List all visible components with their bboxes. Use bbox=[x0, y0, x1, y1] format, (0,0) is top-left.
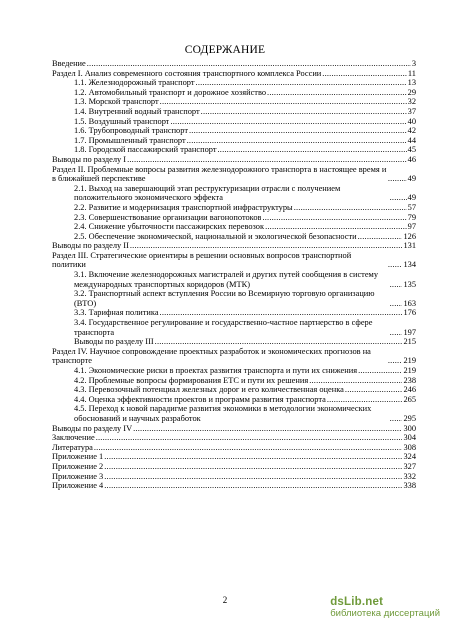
toc-entry bbox=[52, 433, 416, 443]
toc-leader-dots bbox=[388, 260, 403, 270]
toc-entry bbox=[52, 59, 416, 69]
toc-leader-dots bbox=[155, 337, 403, 347]
toc-title: СОДЕРЖАНИЕ bbox=[184, 44, 266, 56]
toc-entry-page: 327 bbox=[403, 461, 416, 471]
toc-entry bbox=[52, 241, 416, 251]
toc-leader-dots bbox=[390, 280, 403, 290]
toc-entry-page: 45 bbox=[407, 145, 416, 155]
toc-entry-text: 1.3. Морской транспорт bbox=[74, 97, 159, 107]
toc-entry-page: 13 bbox=[407, 78, 416, 88]
toc-leader-dots bbox=[87, 59, 411, 69]
toc-entry-page: 11 bbox=[407, 68, 416, 78]
toc-entry bbox=[52, 117, 416, 127]
toc-entry bbox=[52, 308, 416, 318]
toc-entry-page: 219 bbox=[403, 366, 416, 375]
toc-leader-dots bbox=[170, 117, 406, 127]
toc-entry-page: 49 bbox=[407, 193, 416, 203]
toc-entry-page: 46 bbox=[407, 154, 416, 164]
toc-entry-text: Литература bbox=[52, 442, 93, 452]
toc-entry-text: 4.2. Проблемные вопросы формирования ЕТС и пути их решения bbox=[74, 375, 309, 385]
toc-leader-dots bbox=[196, 78, 407, 88]
table-of-contents bbox=[52, 59, 416, 491]
toc-entry-text: 1.4. Внутренний водный транспорт bbox=[74, 106, 200, 116]
toc-entry-text: 4.1. Экономические риски в проектах развития транспорта и пути их снижения bbox=[74, 366, 358, 375]
toc-entry-page: 197 bbox=[403, 327, 416, 337]
toc-entry-text: 3.2. Транспортный аспект вступления России во Всемирную торговую организацию (ВТО) bbox=[74, 289, 375, 308]
toc-entry-page: 134 bbox=[403, 260, 416, 270]
toc-leader-dots bbox=[390, 414, 403, 424]
toc-entry-text: 2.5. Обеспечение экономической, национальной и экологической безопасности bbox=[74, 231, 357, 241]
toc-entry bbox=[52, 222, 416, 232]
toc-entry bbox=[52, 213, 416, 223]
toc-entry bbox=[52, 78, 416, 88]
toc-entry bbox=[52, 184, 416, 203]
toc-entry-text: Приложение 1 bbox=[52, 452, 104, 462]
toc-entry-text: Выводы по разделу II bbox=[52, 241, 129, 251]
toc-entry-page: 126 bbox=[403, 231, 416, 241]
toc-leader-dots bbox=[160, 97, 407, 107]
toc-entry-text: 4.5. Переход к новой парадигме развития экономики в методологии экономических обоснований и научных разработок bbox=[74, 404, 372, 423]
toc-leader-dots bbox=[104, 472, 402, 482]
toc-entry-text: Раздел I. Анализ современного состояния транспортного комплекса России bbox=[52, 68, 322, 78]
toc-entry bbox=[52, 481, 416, 491]
toc-leader-dots bbox=[130, 241, 403, 251]
toc-entry-page: 40 bbox=[407, 116, 416, 126]
toc-leader-dots bbox=[262, 213, 406, 223]
toc-entry bbox=[52, 347, 416, 366]
toc-entry bbox=[52, 395, 416, 405]
toc-entry-page: 37 bbox=[407, 106, 416, 116]
toc-entry-text: 2.4. Снижение убыточности пассажирских перевозок bbox=[74, 222, 265, 232]
toc-leader-dots bbox=[390, 193, 407, 203]
toc-entry-text: 1.1. Железнодорожный транспорт bbox=[74, 78, 195, 88]
toc-entry-text: Приложение 3 bbox=[52, 471, 104, 481]
toc-leader-dots bbox=[218, 145, 407, 155]
watermark bbox=[330, 596, 440, 619]
toc-entry-text: 1.2. Автомобильный транспорт и дорожное хозяйство bbox=[74, 87, 267, 97]
toc-entry-text: 3.4. Государственное регулирование и государственно-частное партнерство в сфере транспорта bbox=[74, 318, 373, 337]
toc-entry-text: 2.2. Развитие и модернизация транспортной инфраструктуры bbox=[74, 202, 293, 212]
toc-entry-page: 338 bbox=[403, 481, 416, 491]
toc-entry-text: Приложение 4 bbox=[52, 481, 104, 491]
toc-leader-dots bbox=[133, 424, 402, 434]
toc-entry-page: 324 bbox=[403, 452, 416, 462]
toc-entry-page: 3 bbox=[411, 59, 416, 68]
toc-entry-page: 131 bbox=[403, 241, 416, 251]
toc-entry bbox=[52, 337, 416, 347]
toc-entry-page: 295 bbox=[403, 413, 416, 423]
toc-leader-dots bbox=[294, 203, 407, 213]
toc-entry-page: 304 bbox=[403, 433, 416, 443]
toc-entry bbox=[52, 69, 416, 79]
toc-entry bbox=[52, 385, 416, 395]
toc-leader-dots bbox=[104, 481, 402, 491]
toc-leader-dots bbox=[96, 433, 403, 443]
toc-entry bbox=[52, 107, 416, 117]
toc-leader-dots bbox=[388, 174, 407, 184]
toc-entry bbox=[52, 203, 416, 213]
toc-entry bbox=[52, 452, 416, 462]
toc-entry bbox=[52, 232, 416, 242]
toc-entry-page: 300 bbox=[403, 423, 416, 433]
toc-entry bbox=[52, 165, 416, 184]
toc-entry bbox=[52, 270, 416, 289]
toc-leader-dots bbox=[189, 126, 407, 136]
toc-entry-text: 3.1. Включение железнодорожных магистралей и других путей сообщения в систему международных транспортных коридоров (МТК) bbox=[74, 270, 379, 289]
toc-leader-dots bbox=[187, 136, 407, 146]
toc-entry-page: 29 bbox=[407, 87, 416, 97]
toc-entry bbox=[52, 251, 416, 270]
toc-leader-dots bbox=[309, 376, 402, 386]
watermark-subtitle: библиотека диссертаций bbox=[330, 608, 440, 619]
toc-entry bbox=[52, 88, 416, 98]
toc-leader-dots bbox=[388, 356, 403, 366]
toc-entry bbox=[52, 404, 416, 423]
toc-entry-page: 42 bbox=[407, 126, 416, 136]
toc-entry-text: 4.3. Перевозочный потенциал железных дорог и его количественная оценка bbox=[74, 385, 344, 395]
toc-entry-text: Выводы по разделу IV bbox=[52, 423, 133, 433]
toc-entry-page: 246 bbox=[403, 385, 416, 395]
toc-entry-page: 44 bbox=[407, 135, 416, 145]
toc-entry-page: 49 bbox=[407, 174, 416, 184]
toc-entry-text: Выводы по разделу I bbox=[52, 154, 127, 164]
toc-entry-text: 1.8. Городской пассажирский транспорт bbox=[74, 145, 217, 155]
toc-leader-dots bbox=[104, 452, 402, 462]
toc-entry bbox=[52, 424, 416, 434]
toc-entry bbox=[52, 376, 416, 386]
toc-entry-text: 1.6. Трубопроводный транспорт bbox=[74, 126, 188, 136]
toc-entry-page: 176 bbox=[403, 308, 416, 318]
toc-entry-text: Заключение bbox=[52, 433, 95, 443]
toc-entry-text: Приложение 2 bbox=[52, 461, 104, 471]
toc-entry-text: 3.3. Тарифная политика bbox=[74, 308, 159, 318]
toc-entry-text: Введение bbox=[52, 59, 86, 68]
toc-leader-dots bbox=[104, 462, 402, 472]
watermark-logo: dsLib.net bbox=[330, 596, 384, 608]
toc-entry-text: Раздел II. Проблемные вопросы развития железнодорожного транспорта в настоящее время и в ближайшей перспективе bbox=[52, 164, 387, 184]
toc-entry-page: 79 bbox=[407, 212, 416, 222]
toc-entry-text: Выводы по разделу III bbox=[74, 337, 154, 347]
toc-entry-text: 4.4. Оценка эффективности проектов и программ развития транспорта bbox=[74, 394, 326, 404]
toc-entry bbox=[52, 126, 416, 136]
page-number: 2 bbox=[222, 595, 228, 605]
toc-leader-dots bbox=[265, 222, 407, 232]
toc-leader-dots bbox=[160, 308, 403, 318]
toc-entry bbox=[52, 136, 416, 146]
toc-entry-page: 163 bbox=[403, 298, 416, 308]
toc-entry bbox=[52, 318, 416, 337]
toc-entry-page: 135 bbox=[403, 279, 416, 289]
toc-entry-page: 238 bbox=[403, 375, 416, 385]
toc-leader-dots bbox=[358, 232, 403, 242]
toc-entry bbox=[52, 462, 416, 472]
toc-leader-dots bbox=[390, 299, 403, 309]
toc-entry-text: 1.5. Воздушный транспорт bbox=[74, 116, 170, 126]
toc-leader-dots bbox=[390, 328, 403, 338]
toc-entry bbox=[52, 443, 416, 453]
toc-entry-text: Раздел IV. Научное сопровождение проектных разработок и экономических прогнозов на транспорте bbox=[52, 346, 371, 366]
toc-entry-page: 332 bbox=[403, 471, 416, 481]
toc-entry-text: 2.3. Совершенствование организации вагонопотоков bbox=[74, 212, 262, 222]
toc-entry bbox=[52, 97, 416, 107]
toc-leader-dots bbox=[345, 385, 403, 395]
toc-entry-text: Раздел III. Стратегические ориентиры в решении основных вопросов транспортной политики bbox=[52, 250, 352, 270]
toc-entry-page: 57 bbox=[407, 202, 416, 212]
toc-entry-page: 308 bbox=[403, 442, 416, 452]
toc-leader-dots bbox=[358, 366, 402, 376]
toc-leader-dots bbox=[94, 443, 403, 453]
toc-entry bbox=[52, 472, 416, 482]
toc-leader-dots bbox=[267, 88, 407, 98]
toc-entry bbox=[52, 289, 416, 308]
toc-entry-page: 219 bbox=[403, 356, 416, 366]
toc-leader-dots bbox=[201, 107, 407, 117]
toc-entry-text: 1.7. Промышленный транспорт bbox=[74, 135, 186, 145]
toc-leader-dots bbox=[327, 395, 403, 405]
toc-entry-page: 97 bbox=[407, 222, 416, 232]
toc-entry bbox=[52, 145, 416, 155]
toc-entry-page: 215 bbox=[403, 337, 416, 347]
toc-entry bbox=[52, 155, 416, 165]
toc-entry-page: 265 bbox=[403, 394, 416, 404]
toc-entry bbox=[52, 366, 416, 376]
toc-leader-dots bbox=[127, 155, 407, 165]
toc-leader-dots bbox=[322, 69, 407, 79]
toc-entry-page: 32 bbox=[407, 97, 416, 107]
toc-entry-text: 2.1. Выход на завершающий этап реструктуризации отрасли с получением положительного экономического эффекта bbox=[74, 183, 341, 203]
